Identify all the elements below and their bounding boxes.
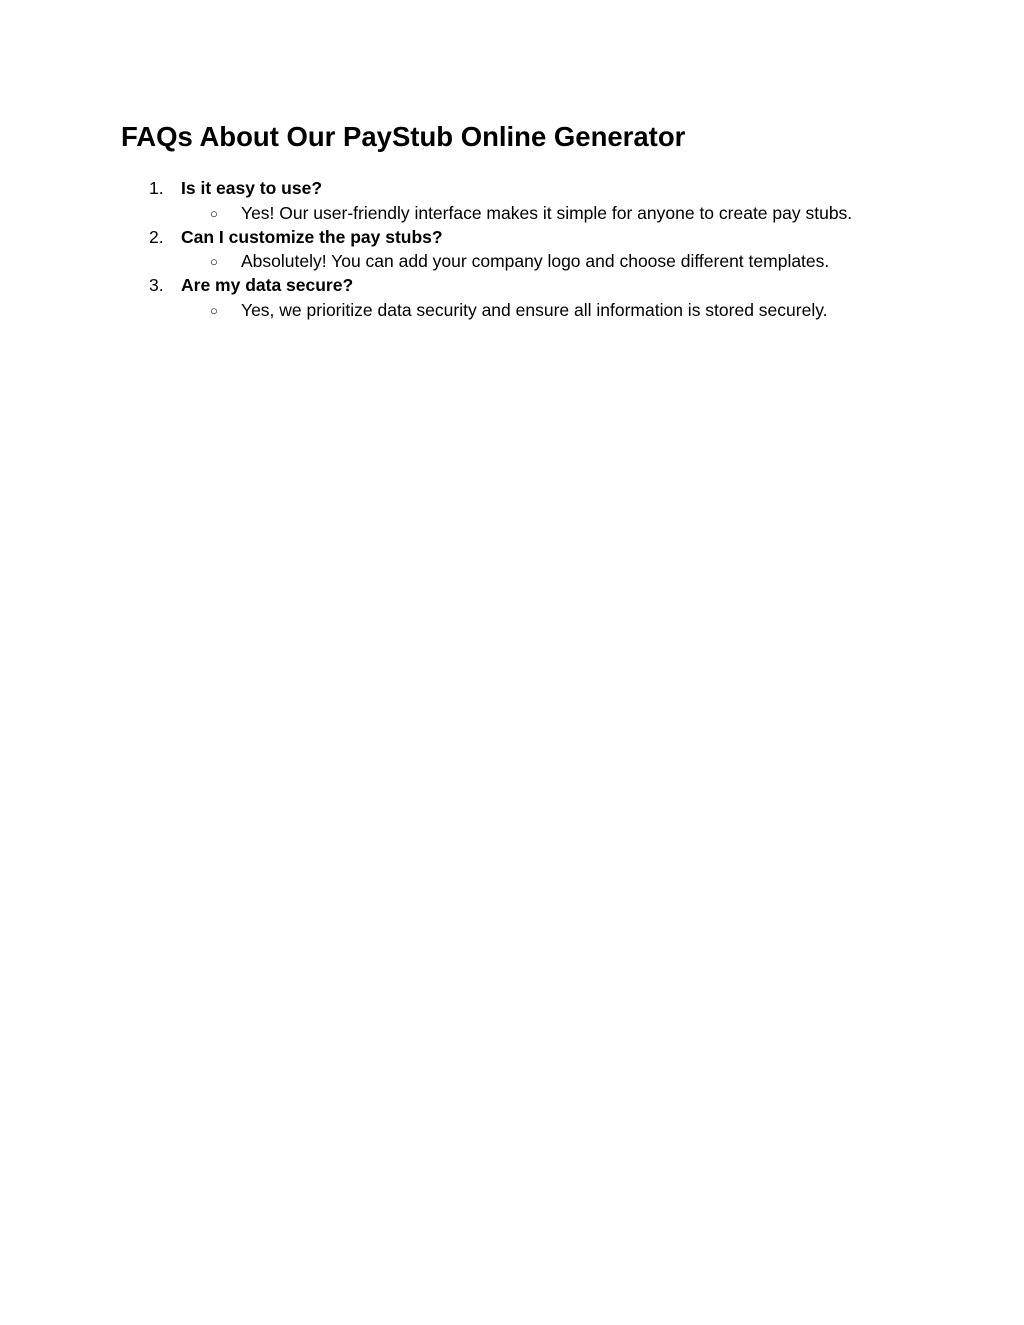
faq-answer: Yes! Our user-friendly interface makes it simple for anyone to create pay stubs. — [241, 202, 853, 223]
hollow-bullet-icon: ○ — [210, 205, 218, 221]
faq-item — [0, 225, 1024, 274]
faq-item — [0, 273, 1024, 322]
faq-number: 1. — [149, 178, 164, 198]
faq-question: Are my data secure? — [181, 275, 354, 295]
faq-number: 2. — [149, 226, 164, 247]
faq-question: Can I customize the pay stubs? — [181, 226, 443, 247]
faq-answer: Yes, we prioritize data security and ensure all information is stored securely. — [241, 299, 828, 320]
document-title: FAQs About Our PayStub Online Generator — [121, 121, 686, 152]
faq-answer-row — [0, 249, 1024, 274]
faq-answer-row — [0, 298, 1024, 323]
faq-answer: Absolutely! You can add your company logo and choose different templates. — [241, 251, 830, 271]
faq-answer-row — [0, 201, 1024, 226]
faq-item — [0, 176, 1024, 225]
faq-question-row — [0, 225, 1024, 250]
faq-list — [0, 176, 1024, 322]
faq-question-row — [0, 273, 1024, 298]
hollow-bullet-icon: ○ — [210, 302, 218, 318]
faq-question-row — [0, 176, 1024, 201]
faq-question: Is it easy to use? — [181, 178, 323, 198]
hollow-bullet-icon: ○ — [210, 254, 218, 269]
faq-number: 3. — [149, 275, 164, 295]
